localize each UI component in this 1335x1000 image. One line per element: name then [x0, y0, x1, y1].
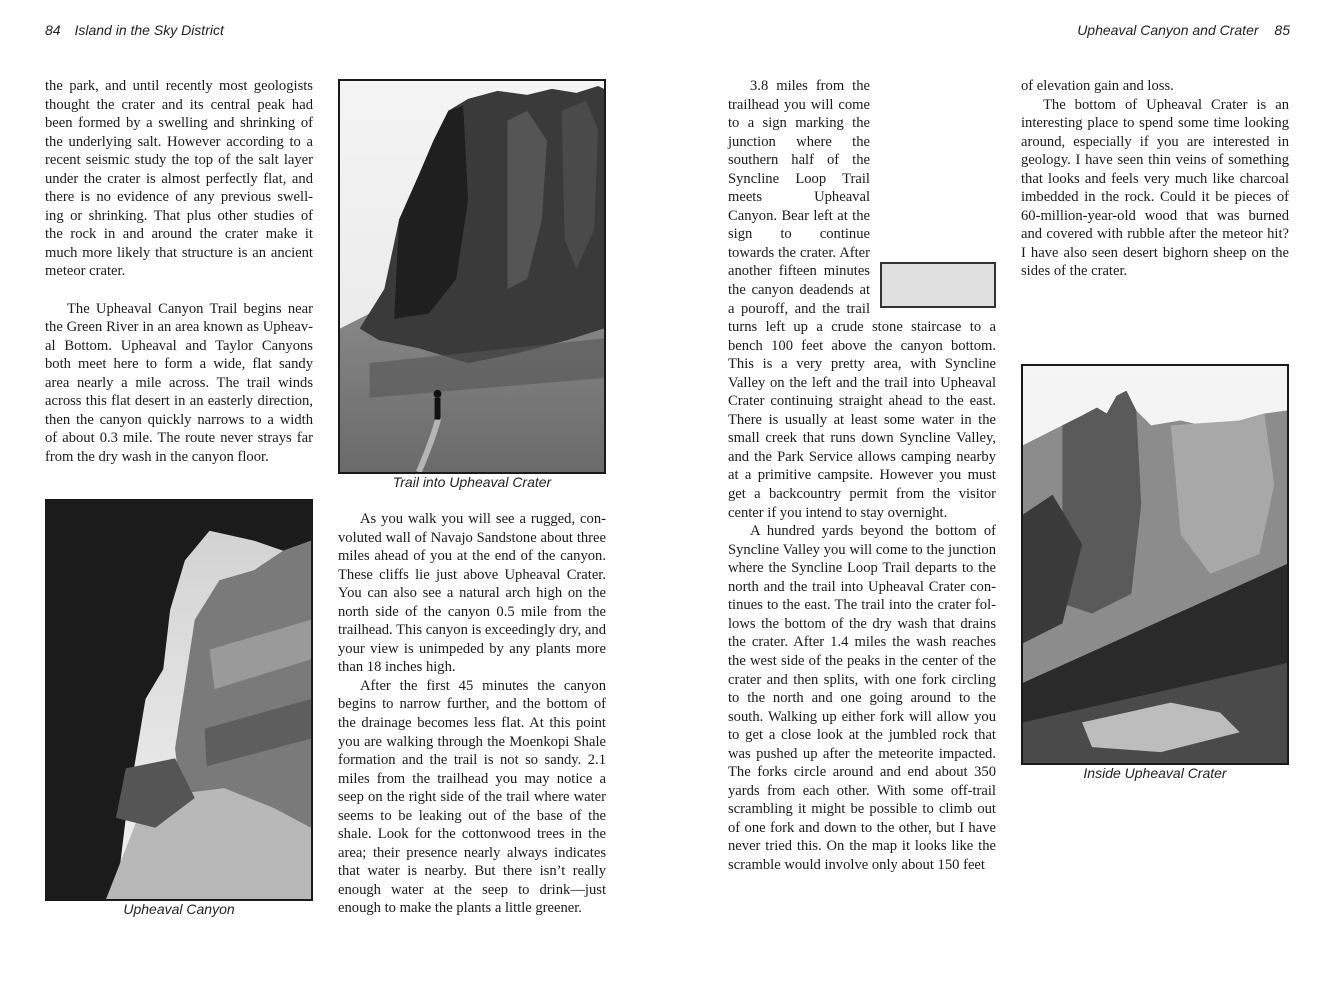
- paragraph: of elevation gain and loss.: [1021, 78, 1174, 94]
- paragraph: 3.8 miles from the trailhead you will come to a sign marking the junction where the southern half of the Syncline Loop Trail meets Upheaval Canyon. Bear left at the sign to continue towards the crater. After another fifteen minutes the canyon deadends at a pouroff, and the trail turns left up a crude stone staircase to a bench 100 feet above the canyon bottom. This is a very pretty area, with Syncline Valley on the left and the trail into Upheaval Crater continuing straight ahead to the east. There is usually at least some water in the small creek that runs down Syncline Valley, and the Park Service allows camping nearby at a primitive campsite. However you must get a backcountry permit from the visitor center if you intend to stay overnight.: [728, 78, 996, 521]
- paragraph: As you walk you will see a rugged, con-voluted wall of Navajo Sandstone about three miles ahead of you at the end of the canyon. These cliffs lie just above Upheaval Crater. You can also see a natural arch high on the north side of the canyon 0.5 mile from the trailhead. This canyon is exceedingly dry, and your view is unimpeded by any plants more than 18 inches high.: [338, 511, 606, 676]
- photo-caption-crater: Inside Upheaval Crater: [1083, 765, 1227, 781]
- right-page-number: 85: [1274, 22, 1290, 38]
- photo-canyon-image: [47, 501, 311, 899]
- photo-inside-crater: [1021, 364, 1289, 765]
- left-page-column-1: [45, 77, 313, 466]
- inline-figure-placeholder: [880, 262, 996, 308]
- right-page-column-2: [1021, 77, 1289, 281]
- left-page-number: 84: [45, 22, 61, 38]
- photo-trail-into-crater: [338, 79, 606, 474]
- right-running-head: [1077, 22, 1290, 38]
- paragraph: the park, and until recently most geologists thought the crater and its central peak had been formed by a swelling and shrinking of the underlying salt. However according to a recent seismic study the top of the salt layer under the crater is almost perfectly flat, and there is no evidence of any previous swell-ing or shrinking. That plus other studies of the rock in and around the crater make it much more likely that structure is an ancient meteor crater.: [45, 78, 313, 280]
- right-running-title: Upheaval Canyon and Crater: [1077, 22, 1259, 38]
- paragraph: A hundred yards beyond the bottom of Syncline Valley you will come to the junction where the Syncline Loop Trail departs to the north and the trail into Upheaval Crater con-tinues to the east. The trail into the crater fol-lows the bottom of the dry wash that drains the crater. After 1.4 miles the wash reaches the west side of the peaks in the center of the crater and then splits, with one fork circling to the north and one going around to the south. Walking up either fork will allow you to get a close look at the jumbled rock that was pushed up after the meteorite impacted. The forks circle around and end about 350 yards from each other. With some off-trail scrambling it might be possible to climb out of one fork and down to the other, but I have never tried this. On the map it looks like the scramble would involve only about 150 feet: [728, 523, 996, 873]
- paragraph: The Upheaval Canyon Trail begins near the Green River in an area known as Upheav-al Bottom. Upheaval and Taylor Canyons both meet here to form a wide, flat sandy area nearly a mile across. The trail winds across this flat desert in an easterly direction, then the canyon quickly narrows to a width of about 0.3 mile. The route never strays far from the dry wash in the canyon floor.: [45, 300, 313, 465]
- photo-caption-trail: Trail into Upheaval Crater: [392, 474, 552, 490]
- photo-crater-image: [1023, 366, 1287, 763]
- right-page-column-1: [728, 77, 996, 875]
- left-page-column-2: [338, 510, 606, 918]
- photo-trail-image: [340, 81, 604, 472]
- paragraph: The bottom of Upheaval Crater is an interesting place to spend some time looking around, especially if you are interested in geology. I have seen thin veins of something that looks and feels very much like charcoal imbedded in the rock. Could it be pieces of 60-million-year-old wood that was burned and covered with rubble after the meteor hit? I have also seen desert bighorn sheep on the sides of the crater.: [1021, 96, 1289, 280]
- left-running-head: [45, 22, 224, 38]
- photo-caption-canyon: Upheaval Canyon: [123, 901, 235, 917]
- paragraph: After the first 45 minutes the canyon begins to narrow further, and the bottom of the drainage becomes less flat. At this point you are walking through the Moenkopi Shale formation and the trail is not so sandy. 2.1 miles from the trailhead you may notice a seep on the right side of the trail where water seems to be leaking out of the base of the shale. Look for the cottonwood trees in the area; their presence nearly always indicates that water is nearby. But there isn’t really enough water at the seep to drink—just enough to make the plants a little greener.: [338, 677, 606, 917]
- photo-upheaval-canyon: [45, 499, 313, 901]
- left-running-title: Island in the Sky District: [74, 22, 224, 38]
